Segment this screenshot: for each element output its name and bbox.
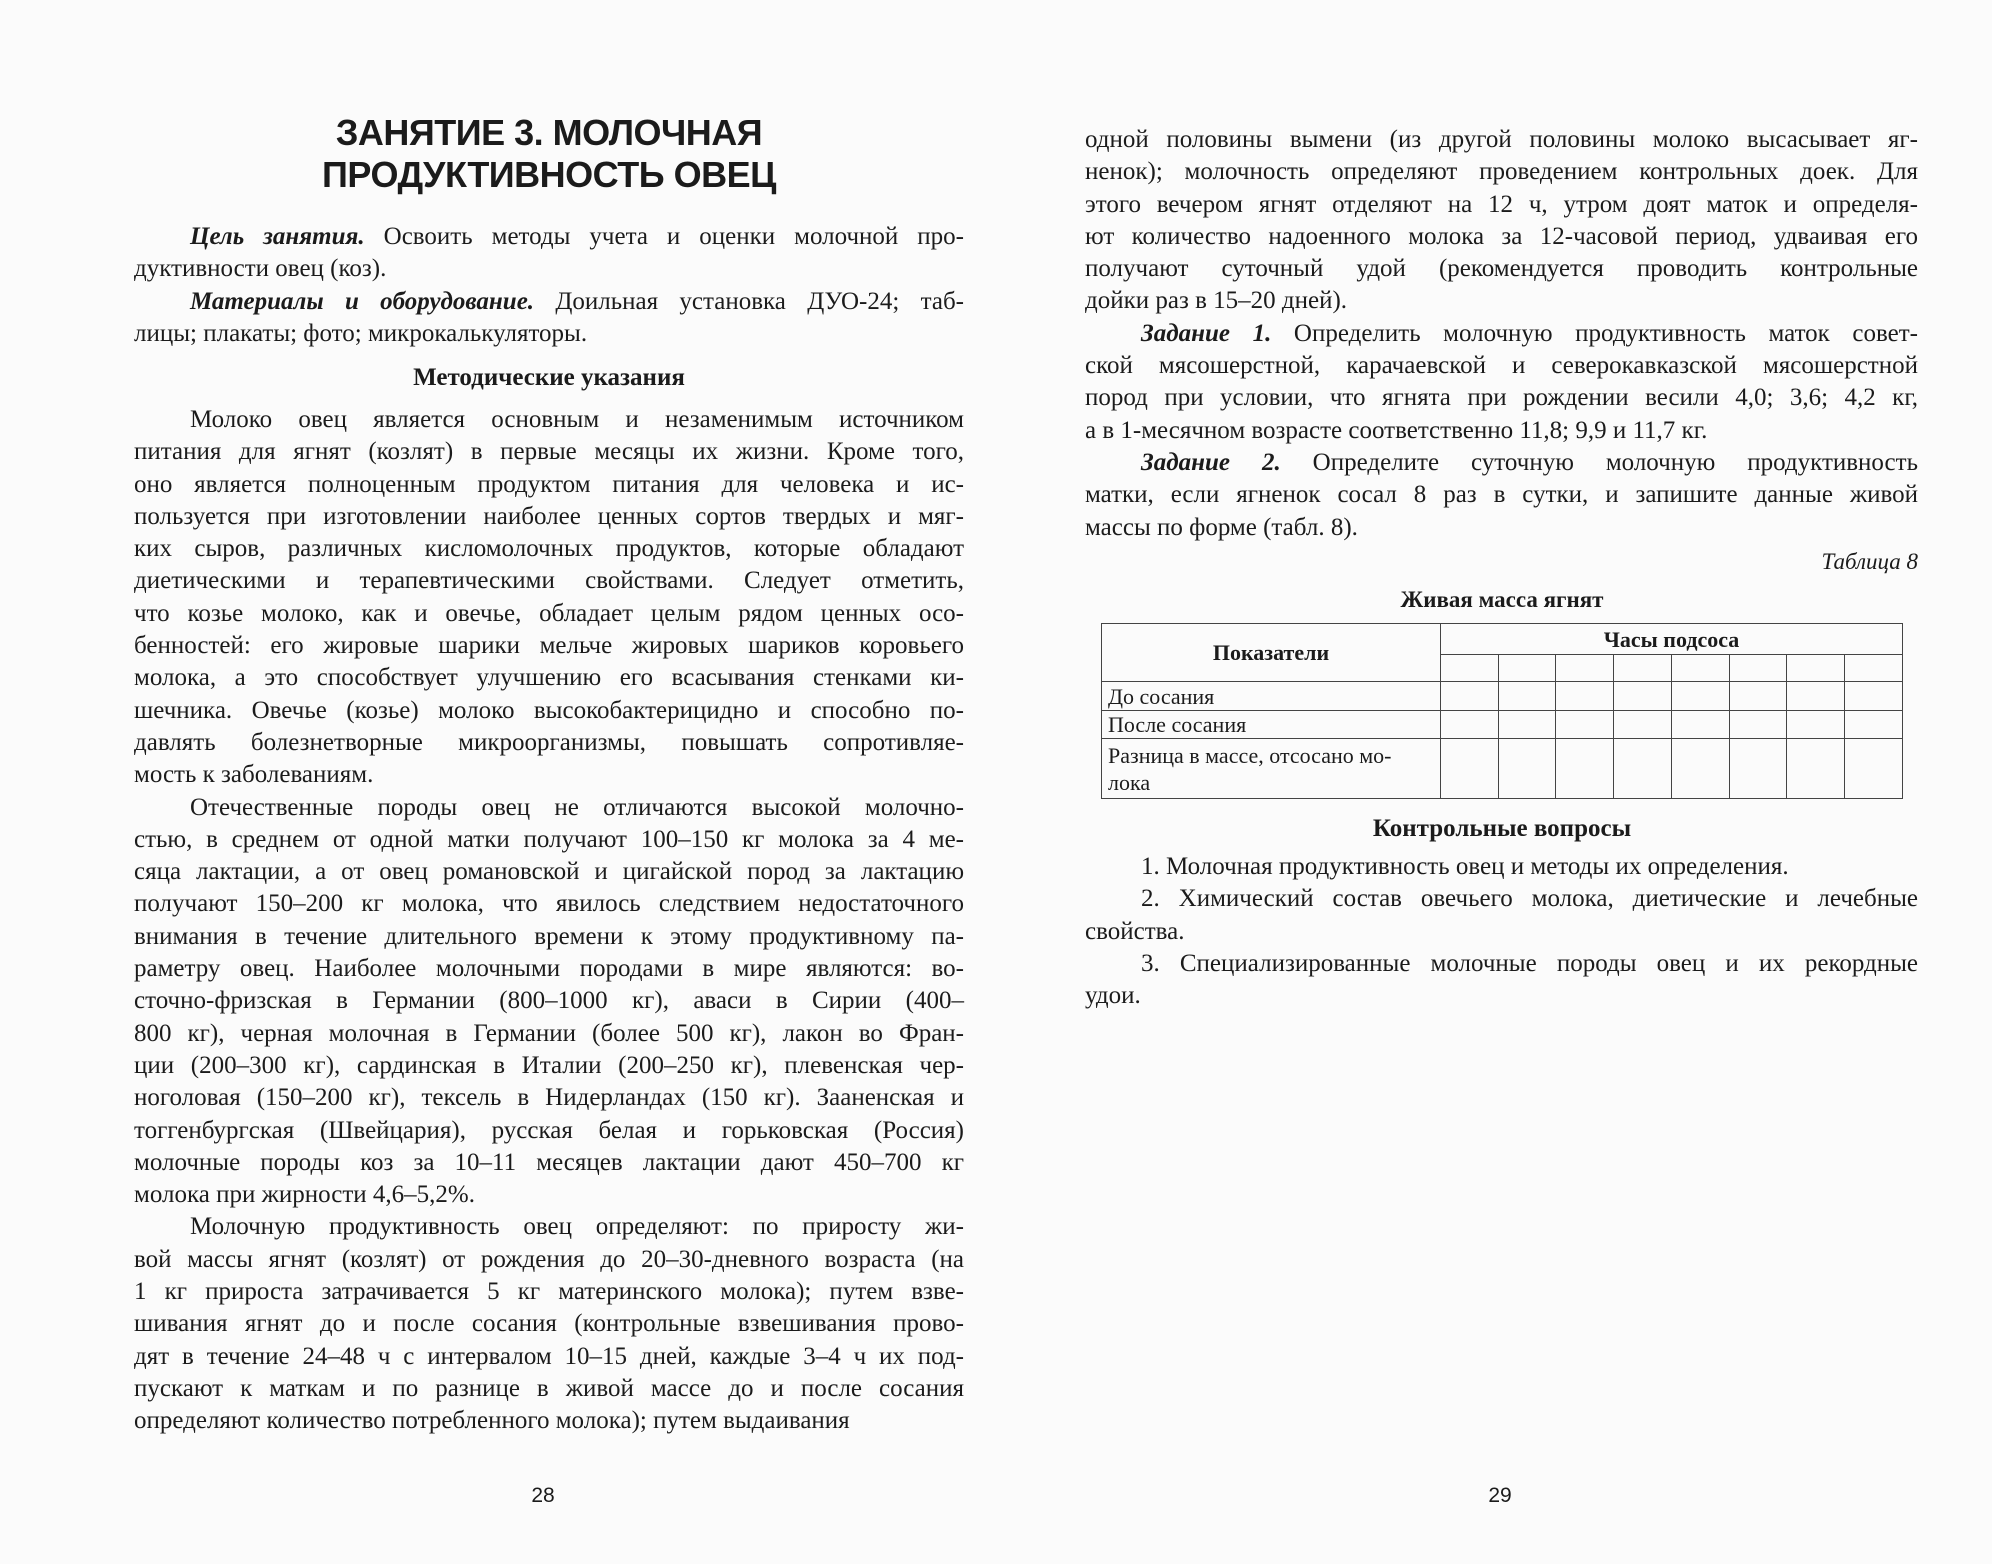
text-line: получают суточный удой (рекомендуется проводить контрольные <box>1085 255 1918 283</box>
text-line: дойки раз в 15–20 дней). <box>1085 287 1348 315</box>
text-line <box>1085 318 1918 350</box>
text-line: ской мясошерстной, карачаевской и северокавказской мясошерстной <box>1085 352 1918 380</box>
line-text: Доильная установка ДУО-24; таб- <box>534 287 964 315</box>
text-line: 1 кг прироста затрачивается 5 кг материнского молока); путем взве- <box>134 1278 964 1306</box>
row-label: Разница в массе, отсосано мо- лока <box>1102 739 1441 799</box>
intro-paragraph <box>134 286 964 351</box>
text-line: что козье молоко, как и овечье, обладает целым рядом ценных осо- <box>134 599 964 627</box>
intro-paragraph <box>134 221 964 286</box>
row-label: После сосания <box>1102 711 1441 739</box>
text-line: этого вечером ягнят отделяют на 12 ч, утром доят маток и определя- <box>1085 190 1918 218</box>
lead-term: Задание 1. <box>1141 319 1272 347</box>
text-line: пользуется при изготовлении наиболее ценных сортов твердых и мяг- <box>134 502 964 530</box>
paragraph <box>1085 318 1918 447</box>
row-label: До сосания <box>1102 682 1441 711</box>
paragraph <box>1085 124 1918 318</box>
lead-term: Задание 2. <box>1141 448 1281 476</box>
intro-block <box>134 221 964 350</box>
hour-cell <box>1671 655 1729 682</box>
live-weight-table <box>1101 623 1903 799</box>
header-indicators: Показатели <box>1102 624 1441 682</box>
text-line: шивания ягнят до и после сосания (контрольные взвешивания прово- <box>134 1310 964 1338</box>
text-line: молока, а это способствует улучшению его всасывания стенками ки- <box>134 664 964 692</box>
chapter-title-line: ЗАНЯТИЕ 3. МОЛОЧНАЯ <box>335 112 763 153</box>
text-line: диетическими и терапевтическими свойствами. Следует отметить, <box>134 567 964 595</box>
text-line: молочные породы коз за 10–11 месяцев лактации дают 450–700 кг <box>134 1148 964 1176</box>
section-heading: Методические указания <box>413 364 685 391</box>
text-line: ких сыров, различных кисломолочных продуктов, которые обладают <box>134 535 964 563</box>
text-line: мость к заболеваниям. <box>134 761 374 789</box>
table-row <box>1102 711 1903 739</box>
text-line: тоггенбургская (Швейцария), русская белая и горьковская (Россия) <box>134 1116 964 1144</box>
question-item <box>1085 883 1918 948</box>
header-suckling-hours: Часы подсоса <box>1441 624 1903 655</box>
hour-cell <box>1787 655 1845 682</box>
text-line: 3. Специализированные молочные породы овец и их рекордные <box>1141 949 1918 977</box>
text-line: стью, в среднем от одной матки получают 100–150 кг молока за 4 ме- <box>134 825 964 853</box>
text-line: сточно-фризская в Германии (800–1000 кг), аваси в Сирии (400– <box>134 987 964 1015</box>
table-row <box>1102 682 1903 711</box>
text-line: ноголовая (150–200 кг), тексель в Нидерландах (150 кг). Зааненская и <box>134 1084 964 1112</box>
text-line: Молоко овец является основным и незаменимым источником <box>190 406 964 433</box>
chapter-title-line: ПРОДУКТИВНОСТЬ ОВЕЦ <box>322 154 776 195</box>
text-line: ции (200–300 кг), сардинская в Италии (200–250 кг), плевенская чер- <box>134 1051 964 1079</box>
text-line: давлять болезнетворные микроорганизмы, повышать сопротивляе- <box>134 728 964 756</box>
table-number: Таблица 8 <box>1821 549 1918 574</box>
text-line: а в 1-месячном возрасте соответственно 11,8; 9,9 и 11,7 кг. <box>1085 416 1708 444</box>
text-line: пород при условии, что ягнята при рождении весили 4,0; 3,6; 4,2 кг, <box>1085 384 1918 412</box>
page-number: 29 <box>1488 1484 1512 1507</box>
text-line: ют количество надоенного молока за 12-часовой период, удваивая его <box>1085 222 1918 250</box>
text-line: 800 кг), черная молочная в Германии (более 500 кг), лакон во Фран- <box>134 1019 964 1047</box>
paragraph <box>1085 447 1918 544</box>
text-line: сяца лактации, а от овец романовской и цигайской пород за лактацию <box>134 858 964 886</box>
text-line: вой массы ягнят (козлят) от рождения до 20–30-дневного возраста (на <box>134 1245 964 1273</box>
text-line: бенностей: его жировые шарики мельче жировых шариков коровьего <box>134 632 964 660</box>
lead-term: Материалы и оборудование. <box>190 287 535 315</box>
text-line: Молочную продуктивность овец определяют: по приросту жи- <box>190 1213 964 1241</box>
hour-cell <box>1498 655 1556 682</box>
text-line: Отечественные породы овец не отличаются высокой молочно- <box>190 793 964 821</box>
chapter-title <box>134 112 964 196</box>
text-line: 2. Химический состав овечьего молока, диетические и лечебные <box>1141 885 1918 913</box>
text-line: внимания в течение длительного времени к этому продуктивному па- <box>134 922 964 950</box>
hour-cell <box>1556 655 1614 682</box>
text-line: свойства. <box>1085 917 1185 945</box>
text-line: 1. Молочная продуктивность овец и методы их определения. <box>1141 853 1789 880</box>
text-line <box>1085 447 1918 479</box>
line-text: Определить молочную продуктивность маток совет- <box>1271 319 1918 347</box>
right-page <box>996 0 1992 1564</box>
text-line: дят в течение 24–48 ч с интервалом 10–15 дней, каждые 3–4 ч их под- <box>134 1342 964 1370</box>
text-line: определяют количество потребленного молока); путем выдаивания <box>134 1407 850 1435</box>
text-line: ненок); молочность определяют проведением контрольных доек. Для <box>1085 158 1918 186</box>
text-line: шечника. Овечье (козье) молоко высокобактерицидно и способно по- <box>134 696 964 724</box>
text-line <box>134 221 964 253</box>
line-text: Освоить методы учета и оценки молочной про- <box>364 223 964 250</box>
text-line: массы по форме (табл. 8). <box>1085 513 1358 541</box>
line-text: Определите суточную молочную продуктивность <box>1280 448 1918 476</box>
text-line <box>134 286 964 318</box>
text-line: дуктивности овец (коз). <box>134 255 387 283</box>
text-line: одной половины вымени (из другой половины молоко высасывает яг- <box>1085 126 1918 153</box>
text-line: лицы; плакаты; фото; микрокалькуляторы. <box>134 319 588 347</box>
text-line: получают 150–200 кг молока, что явилось следствием недостаточного <box>134 890 964 918</box>
hour-cell <box>1845 655 1903 682</box>
text-line: питания для ягнят (козлят) в первые месяцы их жизни. Кроме того, <box>134 438 964 466</box>
text-line: раметру овец. Наиболее молочными породами в мире являются: во- <box>134 955 964 983</box>
hour-cell <box>1441 655 1499 682</box>
hour-cell <box>1614 655 1672 682</box>
paragraph <box>134 1211 964 1437</box>
text-line: молока при жирности 4,6–5,2%. <box>134 1181 475 1209</box>
question-item <box>1085 948 1918 1013</box>
text-line: оно является полноценным продуктом питания для человека и ис- <box>134 470 964 498</box>
table-row <box>1102 739 1903 799</box>
questions-heading: Контрольные вопросы <box>1372 815 1632 842</box>
page-number: 28 <box>531 1484 555 1507</box>
table-title: Живая масса ягнят <box>1400 587 1604 612</box>
text-line: матки, если ягненок сосал 8 раз в сутки, и запишите данные живой <box>1085 481 1918 509</box>
text-line: удои. <box>1085 982 1141 1010</box>
question-item <box>1085 851 1918 883</box>
lead-term: Цель занятия. <box>190 223 365 250</box>
body-text <box>134 404 964 1438</box>
body-text <box>1085 124 1918 544</box>
questions-list <box>1085 851 1918 1012</box>
text-line: пускают к маткам и по разнице в живой массе до и после сосания <box>134 1374 964 1402</box>
paragraph <box>134 792 964 1212</box>
paragraph <box>134 404 964 792</box>
hour-cell <box>1729 655 1787 682</box>
